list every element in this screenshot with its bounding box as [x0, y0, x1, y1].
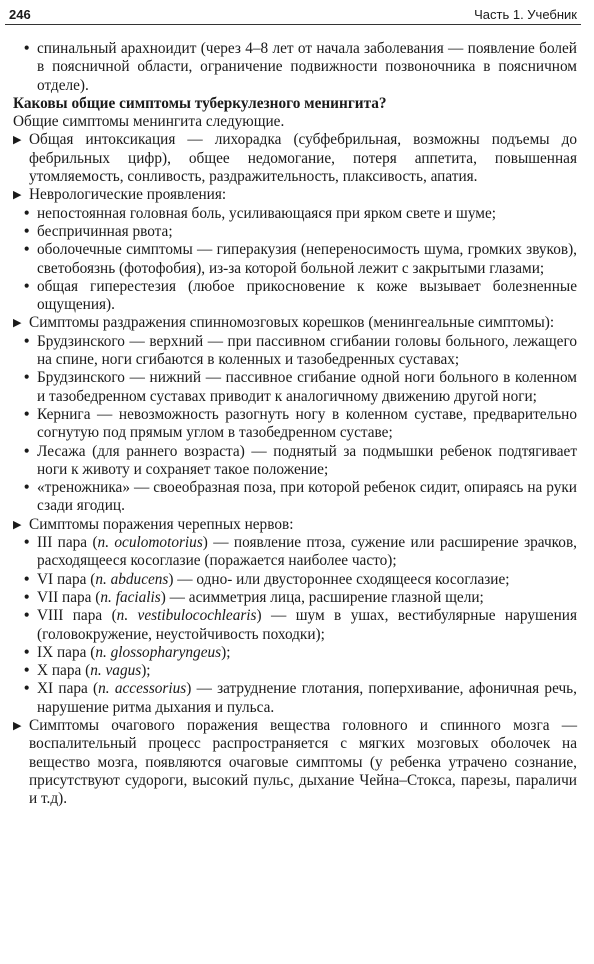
cranial-nerves-list	[13, 534, 577, 717]
list-item: • Брудзинского — верхний — при пассивном сгибании головы больного, лежащего на спине, ноги сгибаются в коленных и тазобедренных суставах;	[24, 332, 577, 369]
list-item: • «треножника» — своеобразная поза, при которой ребенок сидит, опираясь на руки сзади ягодиц.	[24, 479, 577, 515]
lead-paragraph: Общие симптомы менингита следующие.	[13, 113, 285, 131]
bullet-icon: •	[24, 277, 30, 295]
list-item: • общая гиперестезия (любое прикосновение к коже вызывает болезненные ощущения).	[24, 277, 577, 314]
list-item: • оболочечные симптомы — гиперакузия (непереносимость шума, громких звуков), светобоязнь (фотофобия), из-за которой больной лежит с закрытыми глазами;	[24, 241, 577, 277]
arrow-bullet-icon: ▶	[13, 718, 22, 732]
section-cranial-title: ▶ Симптомы поражения черепных нервов:	[13, 515, 294, 533]
bullet-icon: •	[24, 643, 30, 661]
arrow-bullet-icon: ▶	[13, 188, 22, 202]
nerve-latin-name: n. vestibulocochlearis	[116, 607, 257, 625]
list-item: • XI пара (n. accessorius) — затруднение глотания, поперхивание, афоничная речь, нарушение ритма дыхания и пульса.	[24, 680, 577, 716]
bullet-icon: •	[24, 570, 30, 588]
bullet-icon: •	[24, 241, 30, 259]
arrow-bullet-icon: ▶	[13, 517, 22, 531]
nerve-latin-name: n. glossopharyngeus	[95, 643, 222, 661]
arrow-bullet-icon: ▶	[13, 133, 22, 147]
nerve-latin-name: n. abducens	[95, 570, 169, 588]
neurological-list	[13, 205, 577, 315]
list-item: • VI пара (n. abducens) — одно- или двустороннее сходящееся косоглазие;	[24, 570, 510, 588]
nerve-latin-name: n. facialis	[100, 588, 161, 606]
meningeal-list	[13, 333, 577, 516]
bullet-icon: •	[24, 204, 30, 222]
section-neurological-title: ▶ Неврологические проявления:	[13, 186, 227, 204]
nerve-latin-name: n. vagus	[90, 662, 142, 680]
running-header	[5, 0, 581, 25]
bullet-icon: •	[24, 680, 30, 698]
arrow-bullet-icon: ▶	[13, 316, 22, 330]
list-item: • IX пара (n. glossopharyngeus);	[24, 643, 231, 661]
part-title: Часть 1. Учебник	[474, 7, 577, 22]
body-text	[13, 40, 577, 808]
list-item: • непостоянная головная боль, усиливающаяся при ярком свете и шуме;	[24, 204, 496, 222]
list-item: • VIII пара (n. vestibulocochlearis) — шум в ушах, вестибулярные нарушения (головокружение, неустойчивость походки);	[24, 607, 577, 643]
bullet-icon: •	[24, 479, 30, 497]
list-item: • III пара (n. oculomotorius) — появление птоза, сужение или расширение зрачков, расходящееся косоглазие (поражается наиболее часто);	[24, 534, 577, 570]
bullet-icon: •	[24, 662, 30, 680]
list-item: • Брудзинского — нижний — пассивное сгибание одной ноги больного в коленном и тазобедренном суставах приводит к аналогичному движению другой ноги;	[24, 369, 577, 405]
bullet-icon: •	[24, 405, 30, 423]
list-item: • VII пара (n. facialis) — асимметрия лица, расширение глазной щели;	[24, 588, 484, 606]
bullet-icon: •	[24, 369, 30, 387]
page-number: 246	[9, 7, 31, 22]
list-item: • Кернига — невозможность разогнуть ногу в коленном суставе, предварительно согнутую под прямым углом в тазобедренном суставе;	[24, 405, 577, 442]
list-item: • Лесажа (для раннего возраста) — поднятый за подмышки ребенок подтягивает ноги к животу и сохраняет такое положение;	[24, 442, 577, 478]
bullet-icon: •	[24, 534, 30, 552]
bullet-icon: •	[24, 40, 30, 57]
list-item: • X пара (n. vagus);	[24, 662, 151, 680]
bullet-icon: •	[24, 222, 30, 240]
bullet-icon: •	[24, 442, 30, 460]
list-item: • беспричинная рвота;	[24, 222, 173, 240]
bullet-icon: •	[24, 607, 30, 625]
section-intoxication: ▶ Общая интоксикация — лихорадка (субфебрильная, возможны подъемы до фебрильных цифр), общее недомогание, потеря аппетита, повышенная утомляемость, сонливость, раздражительность, плаксивость, апатия.	[13, 131, 577, 186]
bullet-icon: •	[24, 588, 30, 606]
list-item: • спинальный арахноидит (через 4–8 лет от начала заболевания — появление болей в поясничной области, ограничение подвижности позвоночника в поясничном отделе).	[24, 40, 577, 94]
bullet-icon: •	[24, 332, 30, 350]
nerve-latin-name: n. accessorius	[98, 680, 187, 698]
question-heading: Каковы общие симптомы туберкулезного менингита?	[13, 94, 387, 112]
nerve-latin-name: n. oculomotorius	[97, 534, 203, 552]
section-focal-lesions: ▶ Симптомы очагового поражения вещества головного и спинного мозга — воспалительный процесс распространяется с мягких мозговых оболочек на вещество мозга, появляются очаговые симптомы (у ребенка утрачено сознание, присутствуют судороги, высокий пульс, дыхание Чейна–Стокса, парезы, параличи и т.д).	[13, 716, 577, 808]
section-meningeal-title: ▶ Симптомы раздражения спинномозговых корешков (менингеальные симптомы):	[13, 314, 555, 332]
